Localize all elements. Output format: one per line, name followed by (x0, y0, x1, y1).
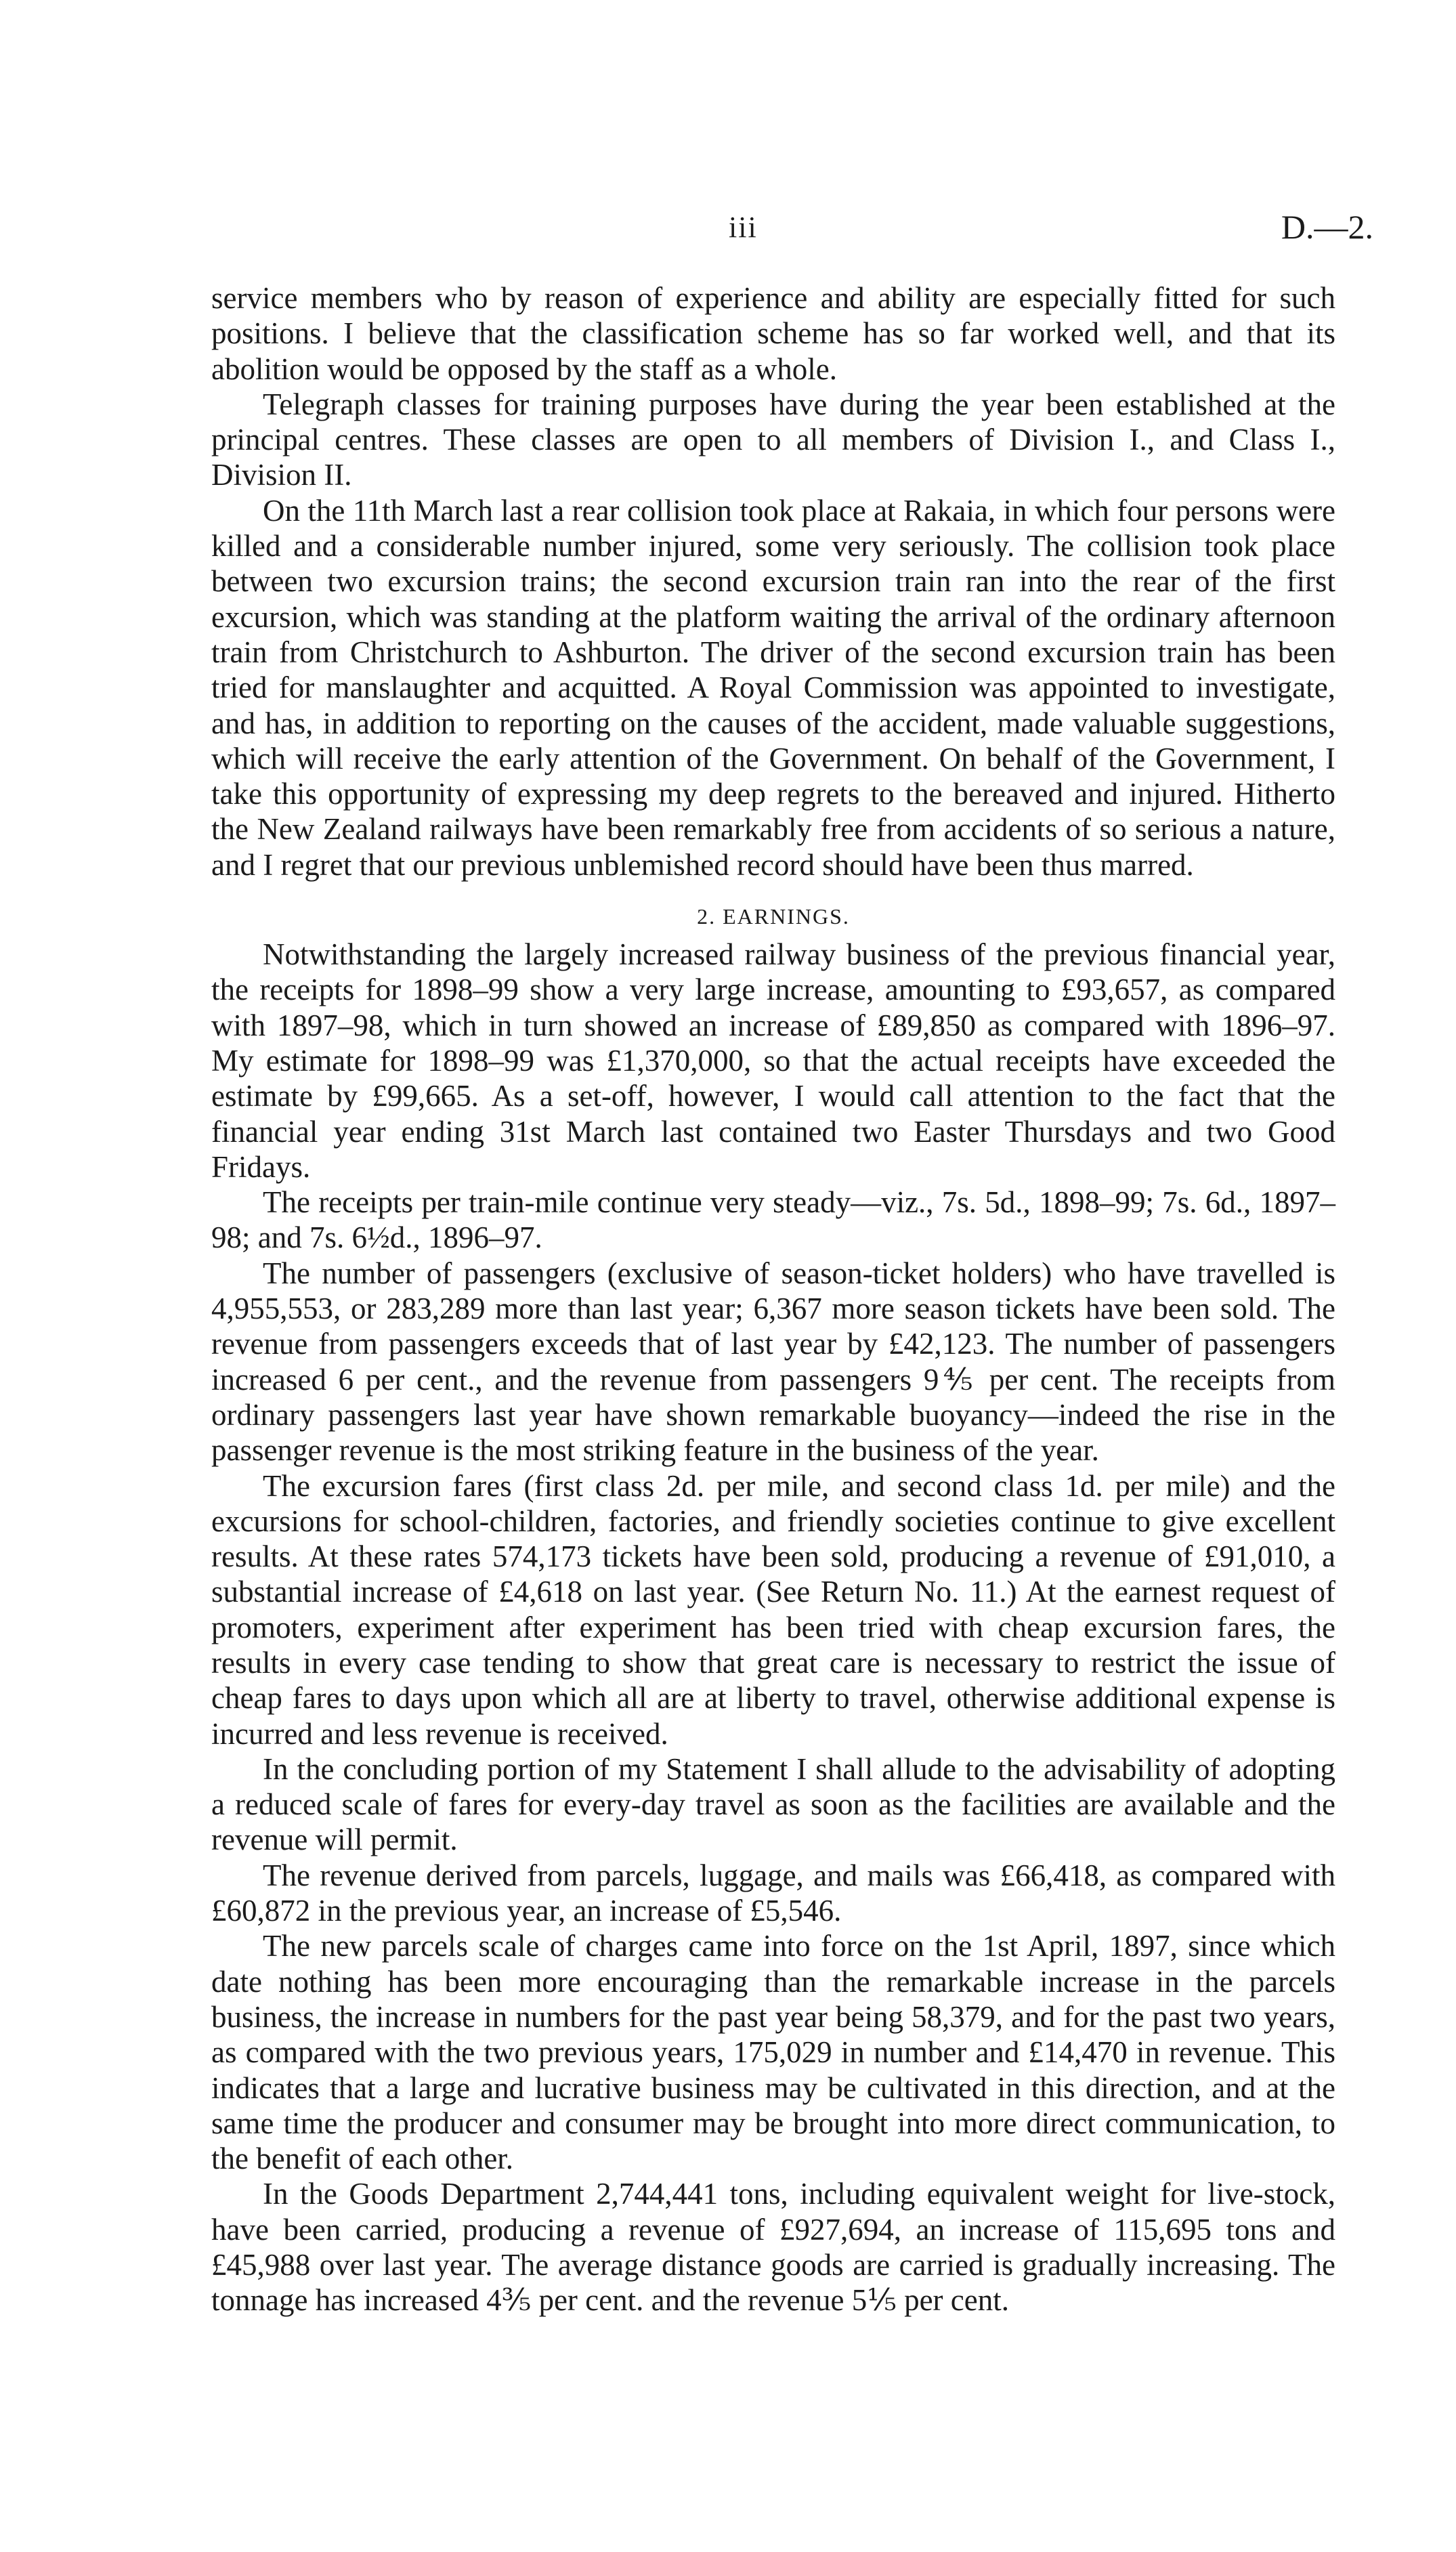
paragraph-parcels-revenue: The revenue derived from parcels, luggage, and mails was £66,418, as compared with £60,872 in the previous year, an increase of £5,546. (211, 1858, 1335, 1928)
paragraph-reduced-fares: In the concluding portion of my Statement I shall allude to the advisability of adopting a reduced scale of fares for every-day travel as soon as the facilities are available and the revenue will permit. (211, 1751, 1335, 1857)
page-header (0, 203, 1456, 257)
body-text (211, 280, 1335, 2318)
paragraph-passengers: The number of passengers (exclusive of season-ticket holders) who have travelled is 4,955,553, or 283,289 more than last year; 6,367 more season tickets have been sold. The revenue from passengers exceeds that of last year by £42,123. The number of passengers increased 6 per cent., and the revenue from passengers 9⅘ per cent. The receipts from ordinary passengers last year have shown remarkable buoyancy—indeed the rise in the passenger revenue is the most striking feature in the business of the year. (211, 1256, 1335, 1468)
paragraph-excursion-fares: The excursion fares (first class 2d. per mile, and second class 1d. per mile) and the excursions for school-children, factories, and friendly societies continue to give excellent results. At these rates 574,173 tickets have been sold, producing a revenue of £91,010, a substantial increase of £4,618 on last year. (See Return No. 11.) At the earnest request of promoters, experiment after experiment has been tried with cheap excursion fares, the results in every case tending to show that great care is necessary to restrict the issue of cheap fares to days upon which all are at liberty to travel, otherwise additional expense is incurred and less revenue is received. (211, 1468, 1335, 1751)
page-number: iii (729, 211, 758, 244)
paragraph-telegraph-classes: Telegraph classes for training purposes have during the year been established at the principal centres. These classes are open to all members of Division I., and Class I., Division II. (211, 387, 1335, 492)
paragraph-receipts: Notwithstanding the largely increased railway business of the previous financial year, the receipts for 1898–99 show a very large increase, amounting to £93,657, as compared with 1897–98, which in turn showed an increase of £89,850 as compared with 1896–97. My estimate for 1898–99 was £1,370,000, so that the actual receipts have exceeded the estimate by £99,665. As a set-off, however, I would call attention to the fact that the financial year ending 31st March last contained two Easter Thursdays and two Good Fridays. (211, 937, 1335, 1184)
paragraph-goods-department: In the Goods Department 2,744,441 tons, including equivalent weight for live-stock, have been carried, producing a revenue of £927,694, an increase of 115,695 tons and £45,988 over last year. The average distance goods are carried is gradually increasing. The tonnage has increased 4⅗ per cent. and the revenue 5⅕ per cent. (211, 2177, 1335, 2318)
section-heading-earnings: 2. EARNINGS. (697, 904, 850, 929)
paragraph-parcels-scale: The new parcels scale of charges came into force on the 1st April, 1897, since which date nothing has been more encouraging than the remarkable increase in the parcels business, the increase in numbers for the past year being 58,379, and for the past two years, as compared with the two previous years, 175,029 in number and £14,470 in revenue. This indicates that a large and lucrative business may be cultivated in this direction, and at the same time the producer and consumer may be brought into more direct communication, to the benefit of each other. (211, 1929, 1335, 2176)
paragraph-train-mile: The receipts per train-mile continue very steady—viz., 7s. 5d., 1898–99; 7s. 6d., 1897–98; and 7s. 6½d., 1896–97. (211, 1185, 1335, 1255)
paragraph-rakaia-collision: On the 11th March last a rear collision took place at Rakaia, in which four persons were killed and a considerable number injured, some very seriously. The collision took place between two excursion trains; the second excursion train ran into the rear of the first excursion, which was standing at the platform waiting the arrival of the ordinary afternoon train from Christchurch to Ashburton. The driver of the second excursion train has been tried for manslaughter and acquitted. A Royal Commission was appointed to investigate, and has, in addition to reporting on the causes of the accident, made valuable suggestions, which will receive the early attention of the Government. On behalf of the Government, I take this opportunity of expressing my deep regrets to the bereaved and injured. Hitherto the New Zealand railways have been remarkably free from accidents of so serious a nature, and I regret that our previous unblemished record should have been thus marred. (211, 493, 1335, 882)
paragraph-continued: service members who by reason of experience and ability are especially fitted for such positions. I believe that the classification scheme has so far worked well, and that its abolition would be opposed by the staff as a whole. (211, 281, 1335, 386)
document-code: D.—2. (1281, 208, 1373, 246)
